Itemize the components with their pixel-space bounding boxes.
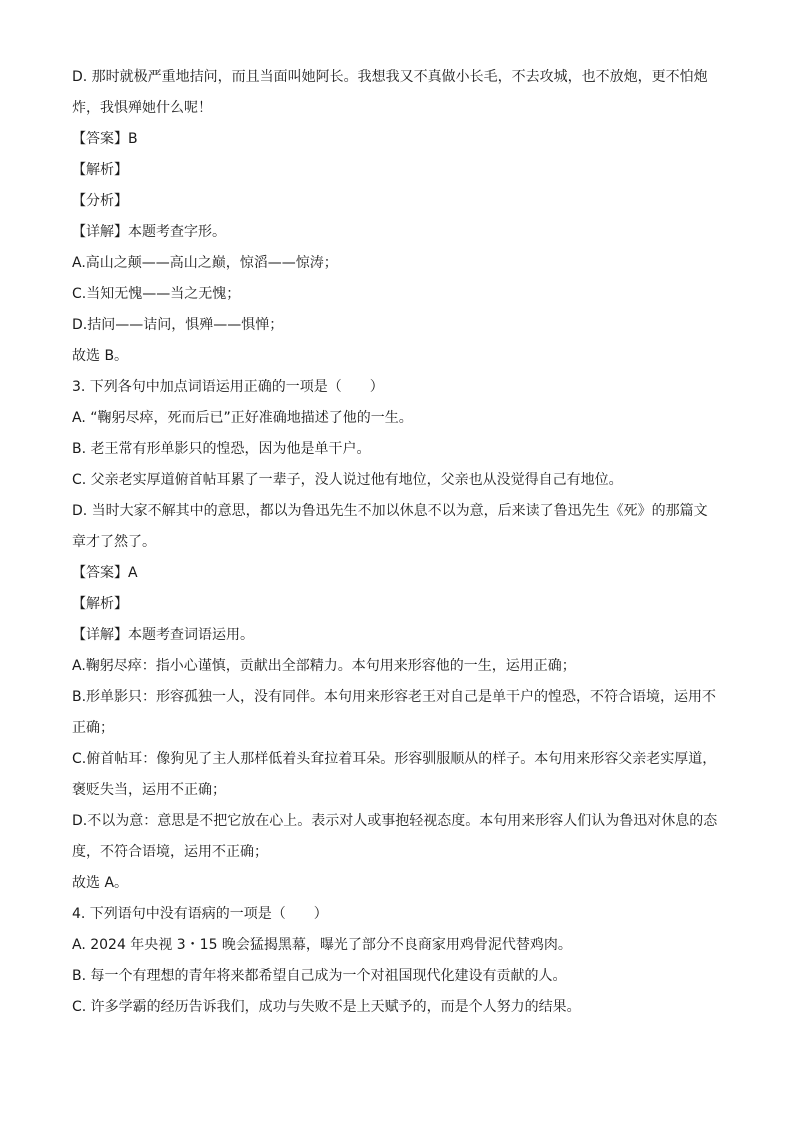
answer-label: 【答案】B — [72, 131, 138, 147]
conclusion: 故选 B。 — [72, 348, 129, 364]
q3-detail-c-line-2: 褒贬失当，运用不正确； — [72, 782, 226, 798]
q3-option-c: C. 父亲老实厚道俯首帖耳累了一辈子，没人说过他有地位，父亲也从没觉得自己有地位。 — [72, 472, 623, 488]
q4-option-a: A. 2024 年央视 3・15 晚会猛揭黑幕，曝光了部分不良商家用鸡骨泥代替鸡肉。 — [72, 937, 572, 953]
option-d-line-1: D. 那时就极严重地拮问，而且当面叫她阿长。我想我又不真做小长毛，不去攻城，也不放炮，更不怕炮 — [72, 69, 708, 85]
q3-detail-label: 【详解】本题考查词语运用。 — [72, 627, 254, 643]
q3-option-d-line-2: 章才了然了。 — [72, 534, 156, 550]
detail-c: C.当知无愧——当之无愧； — [72, 286, 241, 302]
option-d-line-2: 炸，我惧殚她什么呢！ — [72, 100, 212, 116]
detail-a: A.高山之颠——高山之巅，惊滔——惊涛； — [72, 255, 338, 271]
analysis-label: 【解析】 — [72, 162, 128, 178]
q3-detail-b-line-1: B.形单影只：形容孤独一人，没有同伴。本句用来形容老王对自己是单干户的惶恐，不符合语境，运用不 — [72, 689, 717, 705]
q3-detail-c-line-1: C.俯首帖耳：像狗见了主人那样低着头耷拉着耳朵。形容驯服顺从的样子。本句用来形容父亲老实厚道， — [72, 751, 717, 767]
q4-option-b: B. 每一个有理想的青年将来都希望自己成为一个对祖国现代化建设有贡献的人。 — [72, 968, 567, 984]
fenxi-label: 【分析】 — [72, 193, 128, 209]
detail-d: D.拮问——诘问，惧殚——惧惮； — [72, 317, 284, 333]
q3-option-d-line-1: D. 当时大家不解其中的意思，都以为鲁迅先生不加以休息不以为意，后来读了鲁迅先生《死》的那篇文 — [72, 503, 708, 519]
q3-conclusion: 故选 A。 — [72, 875, 129, 891]
q3-answer-label: 【答案】A — [72, 565, 138, 581]
detail-label: 【详解】本题考查字形。 — [72, 224, 226, 240]
q3-detail-b-line-2: 正确； — [72, 720, 114, 736]
q3-detail-d-line-1: D.不以为意：意思是不把它放在心上。表示对人或事抱轻视态度。本句用来形容人们认为鲁迅对休息的态 — [72, 813, 718, 829]
question-4: 4. 下列语句中没有语病的一项是（ ） — [72, 906, 328, 922]
document-page — [72, 62, 722, 1023]
q3-analysis-label: 【解析】 — [72, 596, 128, 612]
q3-detail-d-line-2: 度，不符合语境，运用不正确； — [72, 844, 268, 860]
q3-option-a: A. “鞠躬尽瘁，死而后已”正好准确地描述了他的一生。 — [72, 410, 413, 426]
q4-option-c: C. 许多学霸的经历告诉我们，成功与失败不是上天赋予的，而是个人努力的结果。 — [72, 999, 581, 1015]
question-3: 3. 下列各句中加点词语运用正确的一项是（ ） — [72, 379, 384, 395]
q3-detail-a: A.鞠躬尽瘁：指小心谨慎，贡献出全部精力。本句用来形容他的一生，运用正确； — [72, 658, 576, 674]
q3-option-b: B. 老王常有形单影只的惶恐，因为他是单干户。 — [72, 441, 371, 457]
